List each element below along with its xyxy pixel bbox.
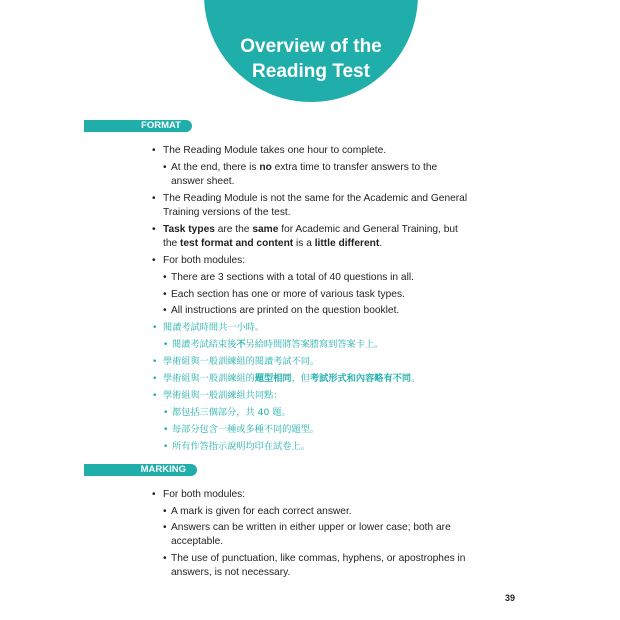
format-zh-line-5: 學術組與一般訓練組共同點： (163, 390, 283, 401)
page-title (204, 34, 418, 84)
bullet-main: • (152, 373, 158, 384)
bullet-sub: • (163, 162, 167, 173)
format-line-1: The Reading Module takes one hour to complete. (163, 145, 387, 156)
bullet-sub: • (163, 441, 169, 452)
format-line-9: There are 3 sections with a total of 40 questions in all. (171, 272, 414, 283)
bullet-sub: • (163, 289, 167, 300)
bullet-sub: • (163, 522, 167, 533)
marking-line-3: Answers can be written in either upper or lower case; both are (171, 522, 451, 533)
section-header-marking: MARKING (84, 464, 197, 476)
format-line-5: Training versions of the test. (163, 207, 291, 218)
bullet-main: • (152, 390, 158, 401)
format-zh-line-7: 每部分包含一種或多種不同的題型。 (172, 424, 319, 435)
marking-line-5: The use of punctuation, like commas, hyphens, or apostrophes in (171, 553, 466, 564)
bullet-main: • (152, 145, 156, 156)
format-line-3: answer sheet. (171, 176, 235, 187)
bullet-main: • (152, 255, 156, 266)
bullet-main: • (152, 322, 158, 333)
bullet-sub: • (163, 424, 169, 435)
page-title-line-2: Reading Test (252, 61, 370, 82)
format-zh-line-6: 都包括三個部分，共 40 題。 (172, 407, 291, 418)
bullet-sub: • (163, 506, 167, 517)
bullet-sub: • (163, 553, 167, 564)
format-line-8: For both modules: (163, 255, 246, 266)
bullet-sub: • (163, 407, 169, 418)
format-zh-line-4: 學術組與一般訓練組的題型相同，但考試形式和內容略有不同。 (163, 373, 421, 384)
marking-line-4: acceptable. (171, 536, 224, 547)
format-zh-line-1: 閱讀考試時間共一小時。 (163, 322, 265, 333)
bullet-sub: • (163, 339, 169, 350)
bullet-main: • (152, 489, 156, 500)
format-line-11: All instructions are printed on the question booklet. (171, 305, 400, 316)
section-header-format: FORMAT (84, 120, 192, 132)
page-title-line-1: Overview of the (240, 36, 382, 57)
format-zh-line-3: 學術組與一般訓練組的閱讀考試不同。 (163, 356, 320, 367)
marking-line-1: For both modules: (163, 489, 246, 500)
marking-line-2: A mark is given for each correct answer. (171, 506, 352, 517)
bullet-sub: • (163, 272, 167, 283)
format-line-7: the test format and content is a little different. (163, 238, 383, 249)
format-line-2: At the end, there is no extra time to transfer answers to the (171, 162, 438, 173)
format-line-4: The Reading Module is not the same for the Academic and General (163, 193, 468, 204)
format-line-10: Each section has one or more of various task types. (171, 289, 405, 300)
bullet-main: • (152, 356, 158, 367)
bullet-main: • (152, 224, 156, 235)
format-zh-line-8: 所有作答指示說明均印在試卷上。 (172, 441, 310, 452)
bullet-main: • (152, 193, 156, 204)
marking-line-6: answers, is not necessary. (171, 567, 291, 578)
page-number: 39 (505, 593, 516, 603)
format-zh-line-2: 閱讀考試結束後不另給時間將答案謄寫到答案卡上。 (172, 339, 384, 350)
format-line-6: Task types are the same for Academic and General Training, but (163, 224, 458, 235)
bullet-sub: • (163, 305, 167, 316)
